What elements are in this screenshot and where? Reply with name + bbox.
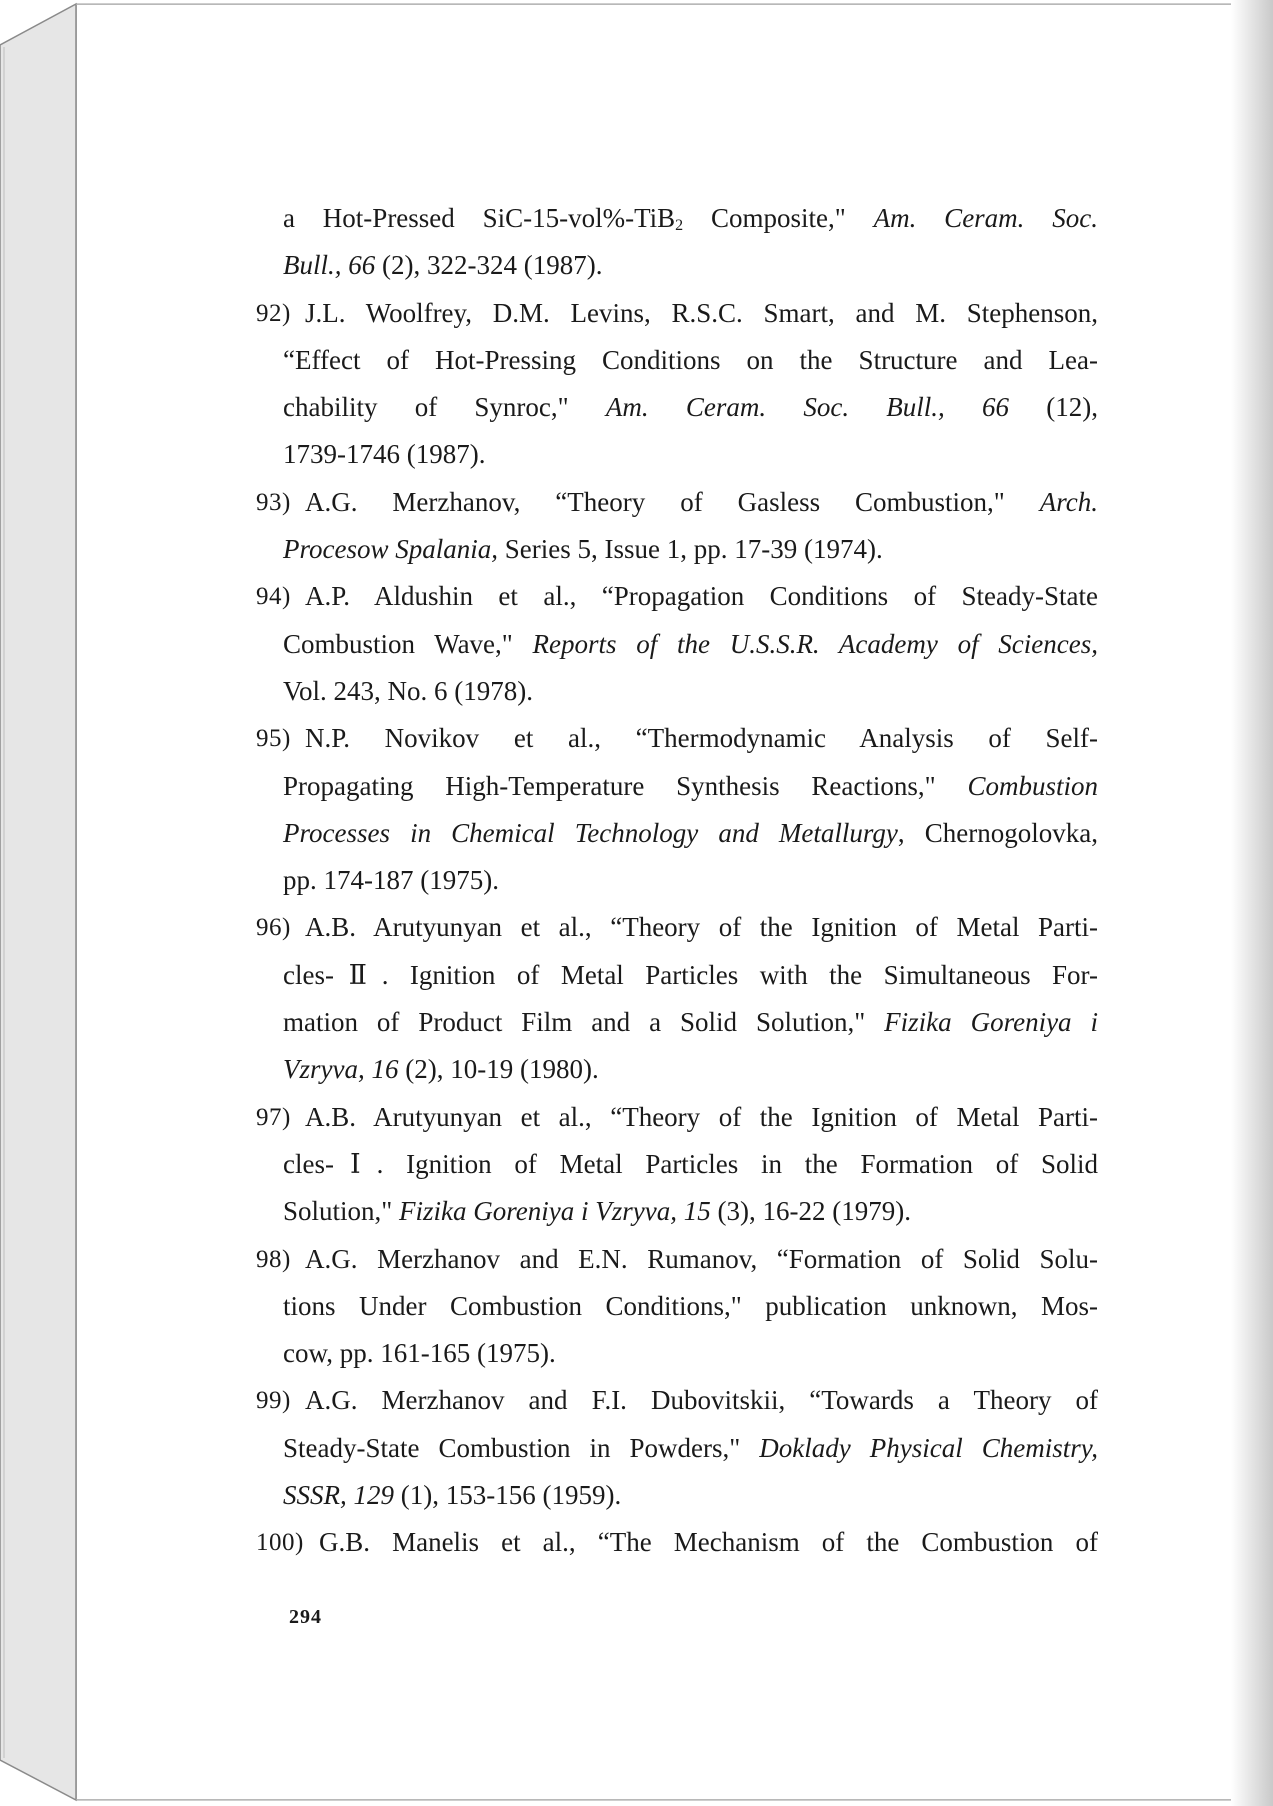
reference-text-line [283, 1141, 1098, 1188]
reference-text-line [283, 526, 1098, 573]
reference-text: A.G. Merzhanov and F.I. Dubovitskii, “Towards a Theory of [305, 1385, 1098, 1416]
reference-entry-first-line [256, 290, 1098, 337]
reference-text: “Effect of Hot-Pressing Conditions on the Structure and Lea- [283, 344, 1098, 375]
reference-text-line [283, 952, 1098, 999]
reference-text-line [283, 195, 1098, 242]
reference-text-line [283, 242, 1098, 289]
reference-text-line [283, 810, 1098, 857]
reference-number: 93) [256, 488, 291, 516]
reference-number: 99) [256, 1387, 291, 1415]
reference-text: Bull., 66 (2), 322-324 (1987). [283, 250, 603, 281]
reference-number: 97) [256, 1103, 291, 1131]
reference-number: 96) [256, 914, 291, 942]
reference-entry-first-line [256, 1519, 1098, 1566]
reference-number: 94) [256, 583, 291, 611]
reference-text: Processes in Chemical Technology and Metallurgy, Chernogolovka, [283, 817, 1098, 848]
reference-text: cow, pp. 161-165 (1975). [283, 1338, 556, 1369]
reference-text-line [283, 999, 1098, 1046]
reference-text: SSSR, 129 (1), 153-156 (1959). [283, 1480, 622, 1511]
reference-text-line [283, 1188, 1098, 1235]
reference-text: Procesow Spalania, Series 5, Issue 1, pp. 17-39 (1974). [283, 534, 883, 565]
reference-text: a Hot-Pressed SiC-15-vol%-TiB2 Composite," Am. Ceram. Soc. [283, 203, 1098, 234]
reference-text-line [283, 1283, 1098, 1330]
reference-text: 1739-1746 (1987). [283, 439, 486, 470]
reference-text-line [283, 1046, 1098, 1093]
reference-text: G.B. Manelis et al., “The Mechanism of the Combustion of [319, 1527, 1098, 1558]
reference-text-line [283, 384, 1098, 431]
reference-list [256, 195, 1099, 1567]
reference-number: 92) [256, 299, 291, 327]
reference-text: A.P. Aldushin et al., “Propagation Conditions of Steady-State [305, 581, 1098, 612]
reference-text-line [283, 337, 1098, 384]
reference-entry-first-line [256, 904, 1098, 951]
reference-entry-first-line [256, 1094, 1098, 1141]
reference-entry-first-line [256, 1377, 1098, 1424]
reference-text: mation of Product Film and a Solid Solution," Fizika Goreniya i [283, 1007, 1098, 1038]
reference-number: 100) [256, 1529, 304, 1557]
reference-number: 98) [256, 1245, 291, 1273]
reference-text: Combustion Wave," Reports of the U.S.S.R. Academy of Sciences, [283, 628, 1099, 659]
reference-text: chability of Synroc," Am. Ceram. Soc. Bull., 66 (12), [283, 392, 1098, 423]
reference-text-line [283, 1425, 1098, 1472]
reference-text: A.B. Arutyunyan et al., “Theory of the Ignition of Metal Parti- [305, 1101, 1098, 1132]
reference-text: A.G. Merzhanov, “Theory of Gasless Combustion," Arch. [305, 486, 1098, 517]
reference-number: 95) [256, 725, 291, 753]
reference-text: A.B. Arutyunyan et al., “Theory of the Ignition of Metal Parti- [305, 912, 1098, 943]
reference-text: Steady-State Combustion in Powders," Doklady Physical Chemistry, [283, 1432, 1098, 1463]
reference-text: Vol. 243, No. 6 (1978). [283, 675, 534, 706]
reference-text-line [283, 857, 1098, 904]
page-number: 294 [289, 1606, 322, 1628]
reference-text-line [283, 431, 1098, 478]
reference-text: cles-Ⅰ. Ignition of Metal Particles in the Formation of Solid [283, 1148, 1098, 1179]
reference-text: Solution," Fizika Goreniya i Vzryva, 15 (3), 16-22 (1979). [283, 1196, 911, 1227]
reference-text: N.P. Novikov et al., “Thermodynamic Analysis of Self- [305, 723, 1098, 754]
reference-text-line [283, 1472, 1098, 1519]
reference-text-line [283, 1330, 1098, 1377]
reference-entry-first-line [256, 715, 1098, 762]
reference-text-line [283, 621, 1098, 668]
reference-text: Propagating High-Temperature Synthesis Reactions," Combustion [283, 770, 1098, 801]
reference-text-line [283, 763, 1098, 810]
reference-text: tions Under Combustion Conditions," publication unknown, Mos- [283, 1290, 1098, 1321]
reference-text: cles-Ⅱ. Ignition of Metal Particles with the Simultaneous For- [283, 959, 1098, 990]
page-edge-shadow [1231, 0, 1273, 1806]
reference-entry-first-line [256, 479, 1098, 526]
reference-text: pp. 174-187 (1975). [283, 865, 499, 896]
reference-text: Vzryva, 16 (2), 10-19 (1980). [283, 1054, 599, 1085]
reference-text: J.L. Woolfrey, D.M. Levins, R.S.C. Smart, and M. Stephenson, [305, 297, 1098, 328]
reference-text: A.G. Merzhanov and E.N. Rumanov, “Formation of Solid Solu- [305, 1243, 1098, 1274]
reference-entry-first-line [256, 573, 1098, 620]
reference-entry-first-line [256, 1236, 1098, 1283]
reference-text-line [283, 668, 1098, 715]
